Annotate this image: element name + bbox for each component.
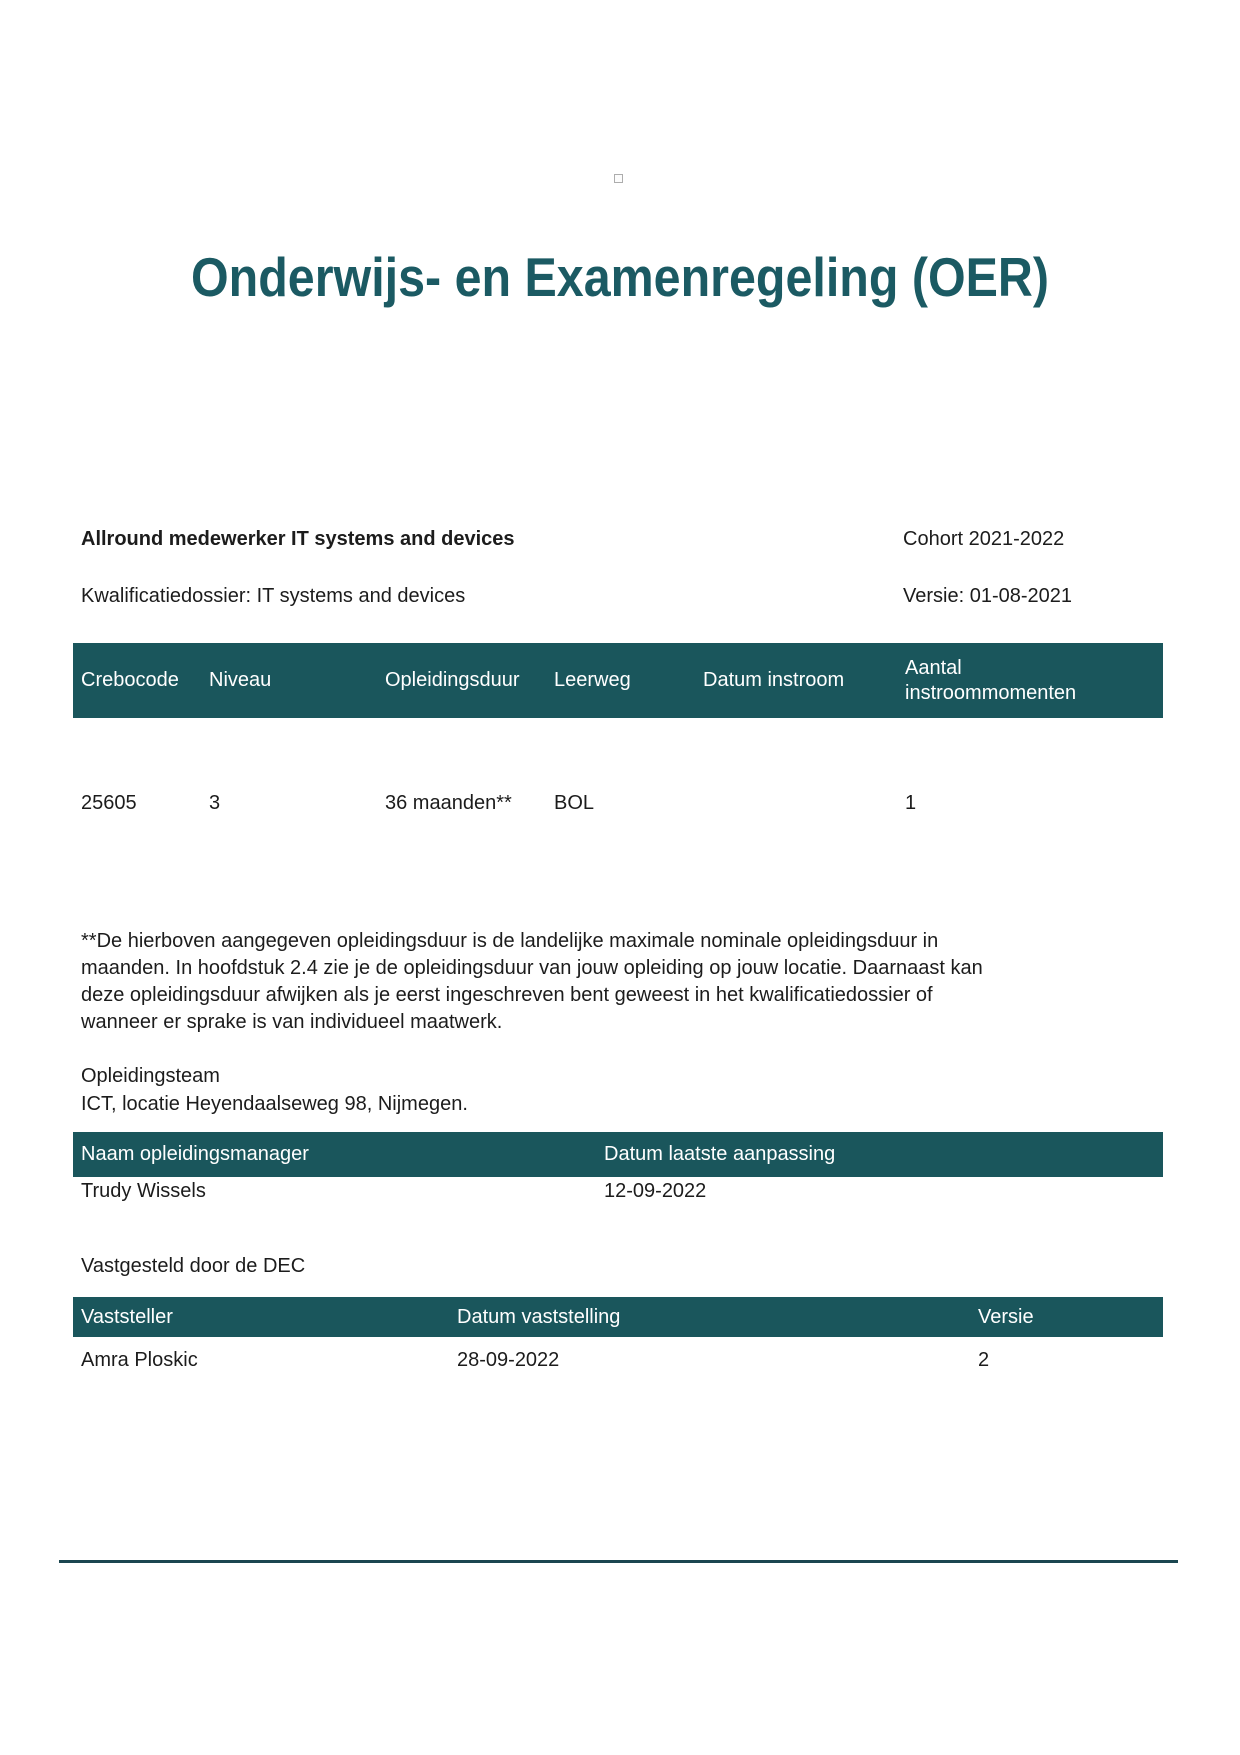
cell-versie: 2 xyxy=(978,1349,990,1371)
cell-datum-laatste-aanpassing: 12-09-2022 xyxy=(604,1180,707,1202)
cell-naam-opleidingsmanager: Trudy Wissels xyxy=(81,1180,206,1202)
footnote-line: maanden. In hoofdstuk 2.4 zie je de opleidingsduur van jouw opleiding op jouw locatie. Daarnaast kan xyxy=(81,957,983,979)
cohort-label: Cohort 2021-2022 xyxy=(903,528,1065,550)
opleidingsteam-location: ICT, locatie Heyendaalseweg 98, Nijmegen. xyxy=(81,1093,468,1115)
image-placeholder-icon xyxy=(614,174,623,183)
column-header-naam-opleidingsmanager: Naam opleidingsmanager xyxy=(81,1143,309,1165)
manager-table-header xyxy=(73,1132,1163,1177)
crebo-table-header xyxy=(73,643,1163,718)
column-header-datum-vaststelling: Datum vaststelling xyxy=(457,1305,621,1328)
kwalificatiedossier-label: Kwalificatiedossier: IT systems and devices xyxy=(81,585,466,607)
cell-crebocode: 25605 xyxy=(81,792,137,814)
column-header-opleidingsduur: Opleidingsduur xyxy=(385,669,520,691)
column-header-leerweg: Leerweg xyxy=(554,669,631,691)
manager-table-row xyxy=(73,1180,1163,1206)
column-header-datum-laatste-aanpassing: Datum laatste aanpassing xyxy=(604,1143,836,1165)
program-name: Allround medewerker IT systems and devices xyxy=(81,528,515,550)
column-header-versie: Versie xyxy=(978,1305,1034,1328)
opleidingsteam-block xyxy=(81,1062,468,1118)
vaststelling-table-header xyxy=(73,1297,1163,1337)
footer-divider xyxy=(59,1560,1178,1563)
cell-vaststeller: Amra Ploskic xyxy=(81,1349,198,1371)
versie-label: Versie: 01-08-2021 xyxy=(903,585,1073,607)
column-header-datum-instroom: Datum instroom xyxy=(703,669,845,691)
dossier-info-line xyxy=(0,585,1240,611)
cell-opleidingsduur: 36 maanden** xyxy=(385,792,512,814)
cell-datum-vaststelling: 28-09-2022 xyxy=(457,1349,560,1371)
crebo-table-row xyxy=(73,792,1163,818)
page-title: Onderwijs- en Examenregeling (OER) xyxy=(191,246,1049,308)
footnote-line: deze opleidingsduur afwijken als je eerst ingeschreven bent geweest in het kwalificatiedossier of xyxy=(81,984,933,1006)
cell-niveau: 3 xyxy=(209,792,221,814)
vaststelling-table-row xyxy=(73,1349,1163,1375)
cell-leerweg: BOL xyxy=(554,792,595,814)
column-header-vaststeller: Vaststeller xyxy=(81,1305,173,1328)
column-header-niveau: Niveau xyxy=(209,669,272,691)
footnote-line: wanneer er sprake is van individueel maatwerk. xyxy=(81,1011,503,1033)
opleidingsteam-label: Opleidingsteam xyxy=(81,1065,220,1087)
vastgesteld-dec-label: Vastgesteld door de DEC xyxy=(81,1255,306,1277)
program-info-line xyxy=(0,528,1240,554)
column-header-aantal-instroommomenten: Aantal instroommomenten xyxy=(905,656,1077,704)
footnote-paragraph xyxy=(81,928,1166,1036)
cell-aantal-instroommomenten: 1 xyxy=(905,792,917,814)
footnote-line: **De hierboven aangegeven opleidingsduur is de landelijke maximale nominale opleidingsduur in xyxy=(81,930,939,952)
column-header-crebocode: Crebocode xyxy=(81,669,179,691)
